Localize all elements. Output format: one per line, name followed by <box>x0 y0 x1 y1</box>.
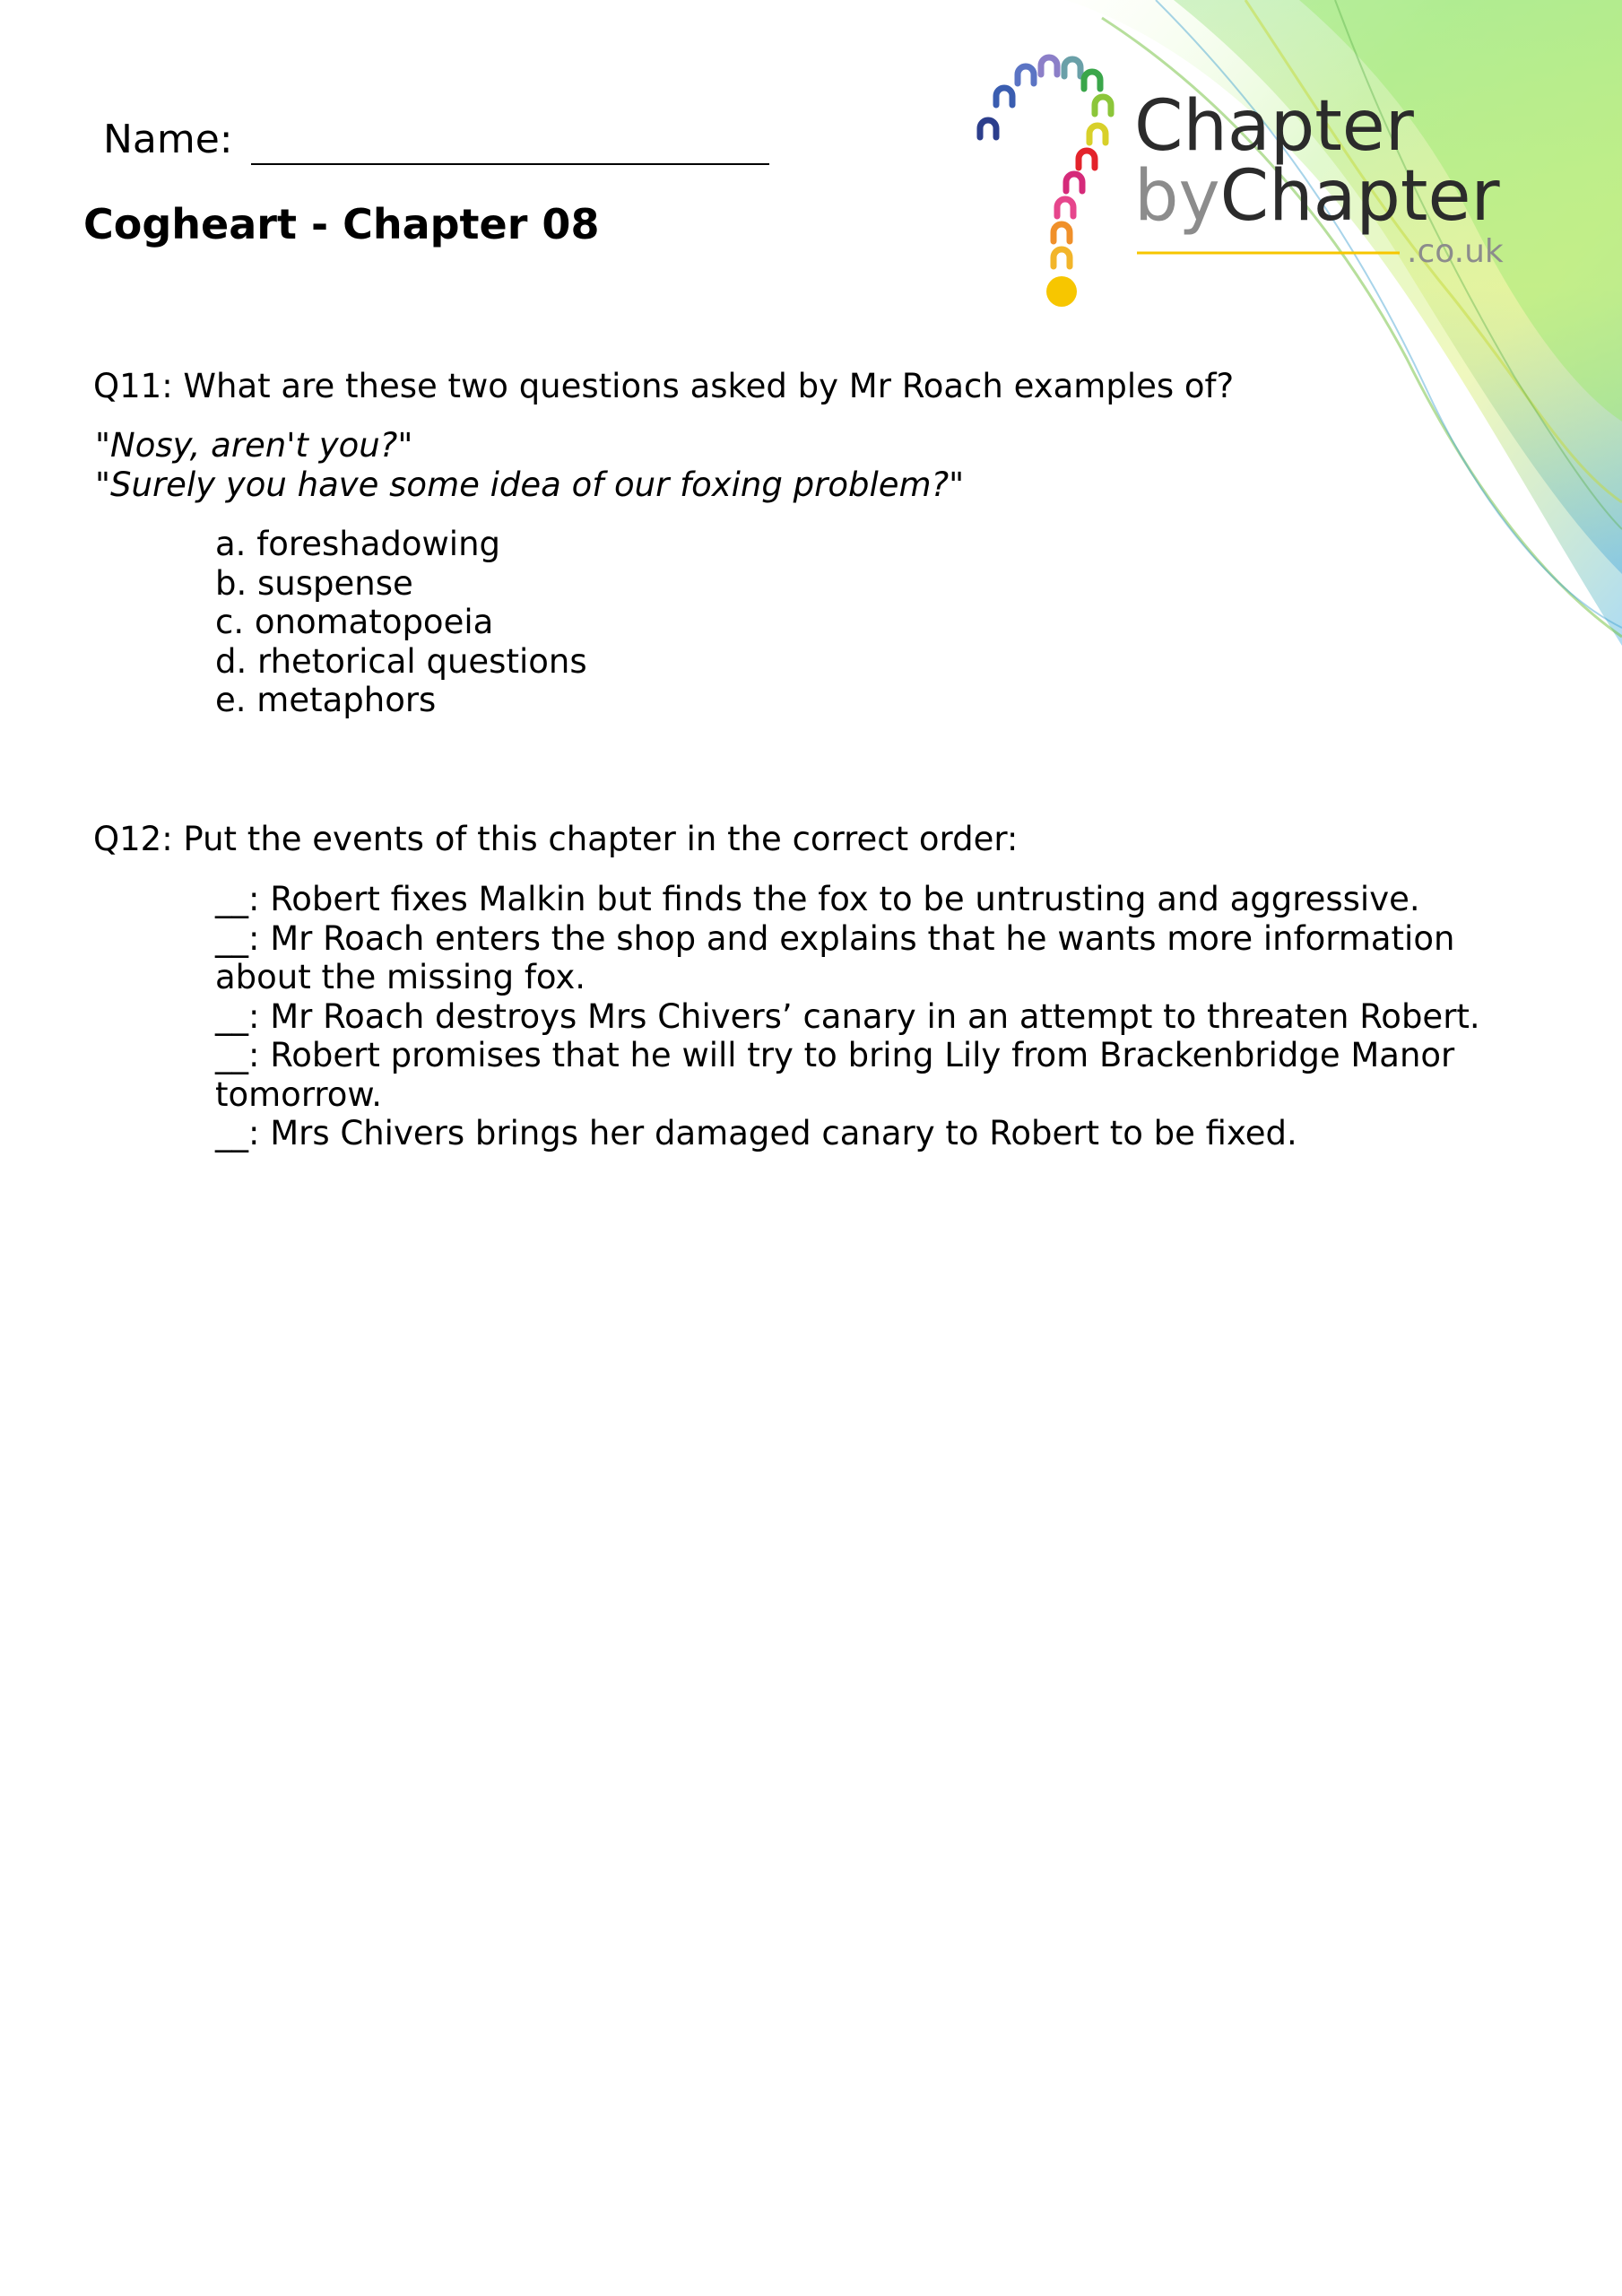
q11-option-d[interactable]: d. rhetorical questions <box>215 641 587 681</box>
logo-word-chapter-2: Chapter <box>1219 156 1500 237</box>
q11-option-e[interactable]: e. metaphors <box>215 681 437 719</box>
svg-text:byChapter <box>1134 156 1500 237</box>
question-mark-books-icon <box>980 57 1111 266</box>
q11-option-b[interactable]: b. suspense <box>215 563 413 603</box>
q11-quotes <box>95 426 964 505</box>
q12-events <box>215 880 1497 1153</box>
q12-event[interactable]: __: Mrs Chivers brings her damaged canary to Robert to be fixed. <box>215 1114 1297 1152</box>
question-dot-icon <box>1046 276 1077 307</box>
q12-question: Q12: Put the events of this chapter in the correct order: <box>93 820 1019 858</box>
chapter-by-chapter-logo <box>964 49 1556 318</box>
q11-quote: "Surely you have some idea of our foxing problem?" <box>95 465 965 504</box>
q11-option-c[interactable]: c. onomatopoeia <box>215 603 494 641</box>
logo-suffix: .co.uk <box>1407 233 1504 270</box>
q12-event[interactable]: __: Mr Roach destroys Mrs Chivers’ canary in an attempt to threaten Robert. <box>215 996 1480 1036</box>
q12-event[interactable]: __: Robert fixes Malkin but finds the fox to be untrusting and aggressive. <box>215 880 1420 918</box>
q11-option-a[interactable]: a. foreshadowing <box>215 525 501 563</box>
q12-event[interactable]: __: Robert promises that he will try to bring Lily from Brackenbridge Manor tomorrow. <box>215 1036 1455 1114</box>
name-blank-line[interactable] <box>251 127 769 165</box>
q11-question: Q11: What are these two questions asked by Mr Roach examples of? <box>93 367 1235 405</box>
q11-options <box>215 525 587 720</box>
q11-quote: "Nosy, aren't you?" <box>95 426 413 465</box>
name-label: Name: <box>103 117 233 162</box>
q12-event[interactable]: __: Mr Roach enters the shop and explains that he wants more information about the missing fox. <box>215 918 1455 996</box>
name-field <box>103 115 769 165</box>
logo-word-by: by <box>1134 156 1220 237</box>
logo-word-chapter: Chapter <box>1134 86 1414 167</box>
worksheet-title: Cogheart - Chapter 08 <box>83 200 600 248</box>
